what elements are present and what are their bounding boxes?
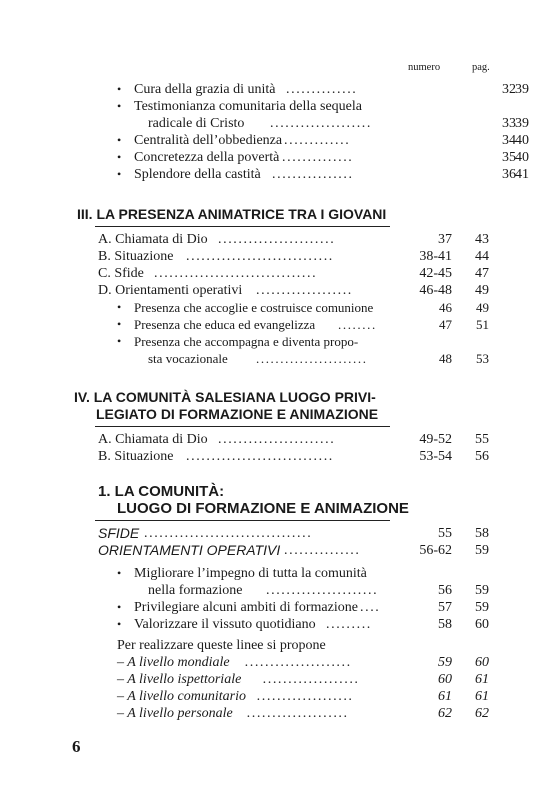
section-rule xyxy=(95,520,390,521)
toc-entry-continuation xyxy=(148,115,529,132)
toc-entry xyxy=(117,654,499,671)
subsection-heading-continuation: LUOGO DI FORMAZIONE E ANIMAZIONE xyxy=(117,500,409,517)
toc-intro-line xyxy=(117,637,499,654)
toc-entry-text: – A livello ispettoriale xyxy=(117,672,242,687)
toc-entry-text: Presenza che educa ed evangelizza xyxy=(134,317,316,332)
leader-dots: ........ xyxy=(338,317,377,332)
toc-entry-page: 59 xyxy=(475,543,489,558)
toc-entry-page: 61 xyxy=(475,689,489,704)
toc-entry-page: 61 xyxy=(475,672,489,687)
section-rule xyxy=(95,226,390,227)
leader-dots: ................................ xyxy=(154,266,318,281)
leader-dots: ..................... xyxy=(245,655,353,670)
toc-entry-number: 55 xyxy=(438,526,452,541)
toc-entry xyxy=(134,299,499,316)
leader-dots: .................... xyxy=(270,116,372,131)
leader-dots: ....................... xyxy=(256,351,368,366)
toc-entry xyxy=(134,599,499,616)
leader-dots: ...................... xyxy=(266,583,379,598)
toc-entry-text: D. Orientamenti operativi xyxy=(98,283,243,298)
toc-entry xyxy=(98,431,499,448)
toc-entry-page: 60 xyxy=(475,655,489,670)
leader-dots: .............. xyxy=(282,150,354,165)
toc-entry-text: – A livello personale xyxy=(117,706,233,721)
toc-entry-text: – A livello mondiale xyxy=(117,655,230,670)
section-heading: IV. LA COMUNITÀ SALESIANA LUOGO PRIVI- xyxy=(74,389,376,405)
toc-entry-number: 46-48 xyxy=(419,283,452,298)
bullet-icon: • xyxy=(117,300,122,314)
toc-entry-number: 36 xyxy=(502,167,516,182)
subsection-heading: 1. LA COMUNITÀ: xyxy=(98,483,225,500)
leader-dots: ................ xyxy=(272,167,354,182)
toc-entry xyxy=(98,248,499,265)
toc-entry-page: 56 xyxy=(475,449,489,464)
toc-entry xyxy=(134,132,529,149)
section-heading: III. LA PRESENZA ANIMATRICE TRA I GIOVANI xyxy=(77,206,387,222)
toc-entry-text: A. Chiamata di Dio xyxy=(98,432,208,447)
toc-entry-page: 62 xyxy=(475,706,489,721)
column-header-pag: pag. xyxy=(472,62,490,73)
toc-entry xyxy=(98,282,499,299)
toc-entry-number: 33 xyxy=(502,116,516,131)
toc-entry xyxy=(134,81,529,98)
bullet-icon: • xyxy=(117,566,122,580)
toc-entry-number: 56-62 xyxy=(419,543,452,558)
toc-entry xyxy=(134,98,499,115)
toc-entry-text: Testimonianza comunitaria della sequela xyxy=(134,99,362,114)
toc-entry-text: sta vocazionale xyxy=(148,351,228,366)
toc-entry-text: C. Sfide xyxy=(98,266,144,281)
toc-entry-text: B. Situazione xyxy=(98,449,174,464)
page-number: 6 xyxy=(72,737,81,756)
column-header-numero: numero xyxy=(408,62,441,73)
bullet-icon: • xyxy=(117,82,122,96)
leader-dots: ................... xyxy=(256,283,353,298)
leader-dots: .............. xyxy=(286,82,358,97)
toc-entry-text: Per realizzare queste linee si propone xyxy=(117,638,326,653)
toc-entry-number: 46 xyxy=(439,300,452,315)
toc-entry-page: 58 xyxy=(475,526,489,541)
toc-entry xyxy=(134,166,529,183)
toc-entry-page: 41 xyxy=(515,167,529,182)
toc-entry-page: 59 xyxy=(475,583,489,598)
leader-dots: .... xyxy=(360,600,381,615)
bullet-icon: • xyxy=(117,133,122,147)
toc-entry xyxy=(117,705,499,722)
toc-entry-page: 55 xyxy=(475,432,489,447)
leader-dots: ............................. xyxy=(186,249,334,264)
toc-entry-page: 59 xyxy=(475,600,489,615)
bullet-icon: • xyxy=(117,317,122,331)
toc-entry-page: 43 xyxy=(475,232,489,247)
toc-entry-text: Presenza che accompagna e diventa propo- xyxy=(134,334,359,349)
toc-entry-number: 35 xyxy=(502,150,516,165)
leader-dots: ............. xyxy=(284,133,351,148)
leader-dots: ................... xyxy=(263,672,360,687)
toc-entry-continuation xyxy=(148,350,499,367)
toc-entry-page: 60 xyxy=(475,617,489,632)
leader-dots: ....................... xyxy=(218,432,336,447)
toc-entry-page: 40 xyxy=(515,133,529,148)
toc-entry xyxy=(134,565,499,582)
toc-entry xyxy=(134,149,529,166)
toc-entry xyxy=(98,448,499,465)
leader-dots: ....................... xyxy=(218,232,336,247)
leader-dots: .................... xyxy=(247,706,349,721)
toc-entry xyxy=(117,671,499,688)
section-rule xyxy=(95,426,390,427)
toc-entry-number: 32 xyxy=(502,82,516,97)
toc-entry-number: 48 xyxy=(439,351,452,366)
toc-entry-page: 39 xyxy=(515,116,529,131)
toc-entry-page: 51 xyxy=(476,317,489,332)
toc-entry-continuation xyxy=(148,582,499,599)
bullet-icon: • xyxy=(117,150,122,164)
toc-entry-text: nella formazione xyxy=(148,583,243,598)
toc-entry xyxy=(134,316,499,333)
toc-entry-number: 56 xyxy=(438,583,452,598)
toc-entry-page: 44 xyxy=(475,249,489,264)
toc-entry-page: 47 xyxy=(475,266,489,281)
leader-dots: ............................. xyxy=(186,449,334,464)
toc-entry xyxy=(134,333,499,350)
toc-entry-number: 42-45 xyxy=(419,266,452,281)
toc-entry-number: 61 xyxy=(438,689,452,704)
toc-entry-page: 49 xyxy=(476,300,489,315)
toc-entry-text: Concretezza della povertà xyxy=(134,150,280,165)
toc-entry-text: radicale di Cristo xyxy=(148,116,245,131)
toc-entry-text: ORIENTAMENTI OPERATIVI xyxy=(98,542,281,558)
toc-entry-text: Cura della grazia di unità xyxy=(134,82,276,97)
toc-entry-number: 60 xyxy=(438,672,452,687)
toc-entry-text: SFIDE xyxy=(98,525,140,541)
toc-entry-text: Presenza che accoglie e costruisce comunione xyxy=(134,300,374,315)
bullet-icon: • xyxy=(117,99,122,113)
leader-dots: ................................. xyxy=(144,526,313,541)
toc-entry xyxy=(98,525,499,542)
leader-dots: ................... xyxy=(257,689,354,704)
bullet-icon: • xyxy=(117,617,122,631)
toc-entry-number: 34 xyxy=(502,133,516,148)
toc-entry-text: Valorizzare il vissuto quotidiano xyxy=(134,617,316,632)
toc-entry xyxy=(98,231,499,248)
toc-entry xyxy=(134,616,499,633)
toc-entry xyxy=(98,265,499,282)
toc-entry-page: 40 xyxy=(515,150,529,165)
toc-entry-text: – A livello comunitario xyxy=(117,689,246,704)
toc-entry-text: B. Situazione xyxy=(98,249,174,264)
toc-entry-text: Splendore della castità xyxy=(134,167,261,182)
toc-entry-text: Migliorare l’impegno di tutta la comunità xyxy=(134,566,367,581)
toc-entry-number: 38-41 xyxy=(419,249,452,264)
toc-entry-page: 53 xyxy=(476,351,489,366)
toc-entry-text: Centralità dell’obbedienza xyxy=(134,133,283,148)
toc-entry xyxy=(117,688,499,705)
bullet-icon: • xyxy=(117,334,122,348)
bullet-icon: • xyxy=(117,600,122,614)
bullet-icon: • xyxy=(117,167,122,181)
toc-entry-number: 49-52 xyxy=(419,432,452,447)
toc-entry-page: 49 xyxy=(475,283,489,298)
toc-entry-number: 59 xyxy=(438,655,452,670)
toc-entry-page: 39 xyxy=(515,82,529,97)
leader-dots: ......... xyxy=(326,617,372,632)
toc-entry-number: 58 xyxy=(438,617,452,632)
toc-entry-text: A. Chiamata di Dio xyxy=(98,232,208,247)
toc-entry xyxy=(98,542,499,559)
toc-entry-number: 47 xyxy=(439,317,452,332)
toc-entry-number: 62 xyxy=(438,706,452,721)
section-heading-continuation: LEGIATO DI FORMAZIONE E ANIMAZIONE xyxy=(96,406,379,422)
toc-entry-number: 57 xyxy=(438,600,452,615)
toc-entry-text: Privilegiare alcuni ambiti di formazione xyxy=(134,600,358,615)
leader-dots: ............... xyxy=(284,543,361,558)
toc-entry-number: 37 xyxy=(438,232,452,247)
toc-entry-number: 53-54 xyxy=(419,449,452,464)
